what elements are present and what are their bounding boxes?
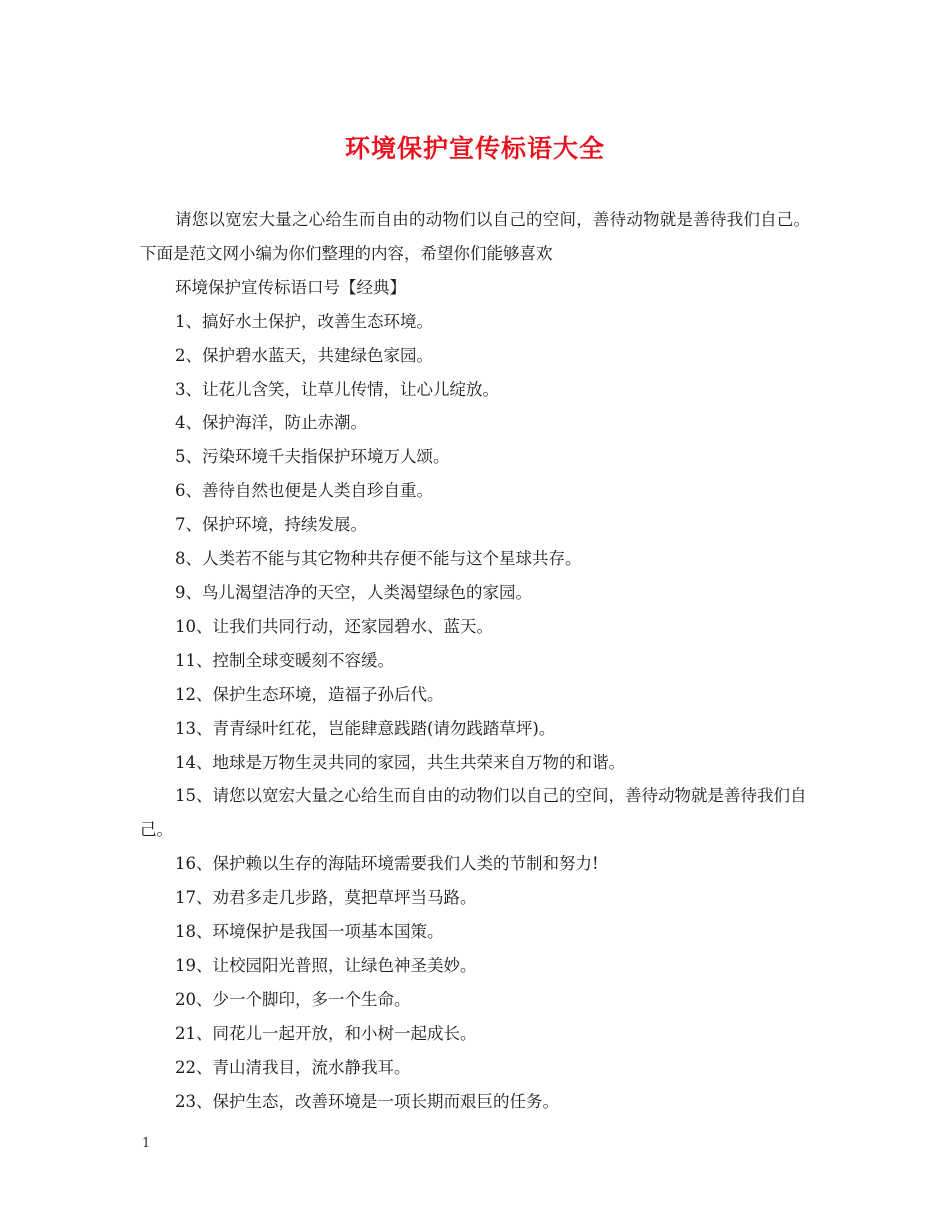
slogan-item: 21、同花儿一起开放，和小树一起成长。 <box>175 1023 477 1043</box>
slogan-item: 17、劝君多走几步路，莫把草坪当马路。 <box>175 888 477 908</box>
slogan-item: 23、保护生态，改善环境是一项长期而艰巨的任务。 <box>175 1091 559 1111</box>
page-number: 1 <box>142 1136 151 1151</box>
intro-paragraph: 请您以宽宏大量之心给生而自由的动物们以自己的空间，善待动物就是善待我们自己。下面是范文网小编为你们整理的内容，希望你们能够喜欢 <box>140 210 810 263</box>
slogan-item: 8、人类若不能与其它物种共存便不能与这个星球共存。 <box>175 549 582 569</box>
slogan-item: 4、保护海洋，防止赤潮。 <box>175 413 367 433</box>
slogan-item: 18、环境保护是我国一项基本国策。 <box>175 922 444 942</box>
slogan-item: 19、让校园阳光普照，让绿色神圣美妙。 <box>175 955 477 975</box>
slogan-item: 12、保护生态环境，造福子孙后代。 <box>175 684 444 704</box>
slogan-item: 3、让花儿含笑，让草儿传情，让心儿绽放。 <box>175 379 499 399</box>
slogan-item: 11、控制全球变暖刻不容缓。 <box>175 650 394 670</box>
section-heading: 环境保护宣传标语口号【经典】 <box>175 277 406 297</box>
slogan-item: 20、少一个脚印，多一个生命。 <box>175 989 411 1009</box>
slogan-item: 7、保护环境，持续发展。 <box>175 515 367 535</box>
slogan-item: 10、让我们共同行动，还家园碧水、蓝天。 <box>175 616 493 636</box>
slogan-item: 2、保护碧水蓝天，共建绿色家园。 <box>175 345 433 365</box>
slogan-item: 14、地球是万物生灵共同的家园，共生共荣来自万物的和谐。 <box>175 752 625 772</box>
document-body <box>140 203 810 1118</box>
slogan-item: 15、请您以宽宏大量之心给生而自由的动物们以自己的空间，善待动物就是善待我们自己。 <box>140 786 807 840</box>
slogan-item: 13、青青绿叶红花，岂能肆意践踏(请勿践踏草坪)。 <box>175 718 556 738</box>
slogan-item: 9、鸟儿渴望洁净的天空，人类渴望绿色的家园。 <box>175 582 532 602</box>
slogan-item: 6、善待自然也便是人类自珍自重。 <box>175 481 433 501</box>
slogan-list <box>140 305 810 1119</box>
slogan-item: 16、保护赖以生存的海陆环境需要我们人类的节制和努力! <box>175 854 599 874</box>
slogan-item: 5、污染环境千夫指保护环境万人颂。 <box>175 447 450 467</box>
slogan-item: 22、青山清我目，流水静我耳。 <box>175 1057 411 1077</box>
slogan-item: 1、搞好水土保护，改善生态环境。 <box>175 311 433 331</box>
document-title: 环境保护宣传标语大全 <box>344 134 605 163</box>
